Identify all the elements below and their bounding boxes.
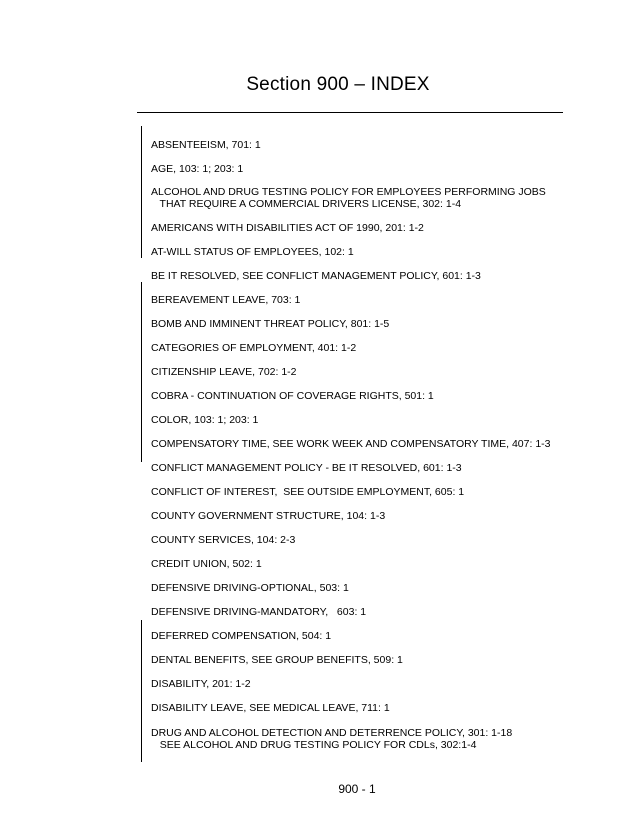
index-entry: ALCOHOL AND DRUG TESTING POLICY FOR EMPLOYEES PERFORMING JOBS THAT REQUIRE A COMMERCIAL DRIVERS LICENSE, 302: 1-4 (151, 186, 546, 210)
index-entry: CATEGORIES OF EMPLOYMENT, 401: 1-2 (151, 342, 357, 354)
index-entry: CREDIT UNION, 502: 1 (151, 558, 262, 570)
index-entry: DEFENSIVE DRIVING-MANDATORY, 603: 1 (151, 606, 367, 618)
index-entry: DEFERRED COMPENSATION, 504: 1 (151, 630, 332, 642)
index-entry: COBRA - CONTINUATION OF COVERAGE RIGHTS, 501: 1 (151, 390, 434, 402)
index-entry: DRUG AND ALCOHOL DETECTION AND DETERRENCE POLICY, 301: 1-18 SEE ALCOHOL AND DRUG TESTING POLICY FOR CDLs, 302:1-4 (151, 727, 513, 751)
change-bar (141, 282, 142, 462)
page-title: Section 900 – INDEX (246, 74, 430, 95)
index-entry: AMERICANS WITH DISABILITIES ACT OF 1990, 201: 1-2 (151, 222, 424, 234)
index-entry: BOMB AND IMMINENT THREAT POLICY, 801: 1-5 (151, 318, 390, 330)
index-entry: CONFLICT OF INTEREST, SEE OUTSIDE EMPLOYMENT, 605: 1 (151, 486, 465, 498)
change-bar (141, 126, 142, 258)
index-entry: CITIZENSHIP LEAVE, 702: 1-2 (151, 366, 297, 378)
index-entry: BEREAVEMENT LEAVE, 703: 1 (151, 294, 301, 306)
index-entry: ABSENTEEISM, 701: 1 (151, 139, 261, 151)
index-entry: AGE, 103: 1; 203: 1 (151, 163, 244, 175)
index-entry: DISABILITY, 201: 1-2 (151, 678, 251, 690)
change-bar (141, 620, 142, 762)
index-entry: DENTAL BENEFITS, SEE GROUP BENEFITS, 509: 1 (151, 654, 403, 666)
index-entry: AT-WILL STATUS OF EMPLOYEES, 102: 1 (151, 246, 354, 258)
index-entry: COUNTY SERVICES, 104: 2-3 (151, 534, 296, 546)
index-entry: CONFLICT MANAGEMENT POLICY - BE IT RESOLVED, 601: 1-3 (151, 462, 462, 474)
index-entry: DEFENSIVE DRIVING-OPTIONAL, 503: 1 (151, 582, 349, 594)
index-entry: COUNTY GOVERNMENT STRUCTURE, 104: 1-3 (151, 510, 386, 522)
index-entry: COLOR, 103: 1; 203: 1 (151, 414, 259, 426)
index-entry: DISABILITY LEAVE, SEE MEDICAL LEAVE, 711: 1 (151, 702, 390, 714)
title-rule (137, 112, 563, 113)
index-entry: COMPENSATORY TIME, SEE WORK WEEK AND COMPENSATORY TIME, 407: 1-3 (151, 438, 551, 450)
page-number: 900 - 1 (338, 782, 376, 796)
index-entry: BE IT RESOLVED, SEE CONFLICT MANAGEMENT POLICY, 601: 1-3 (151, 270, 481, 282)
